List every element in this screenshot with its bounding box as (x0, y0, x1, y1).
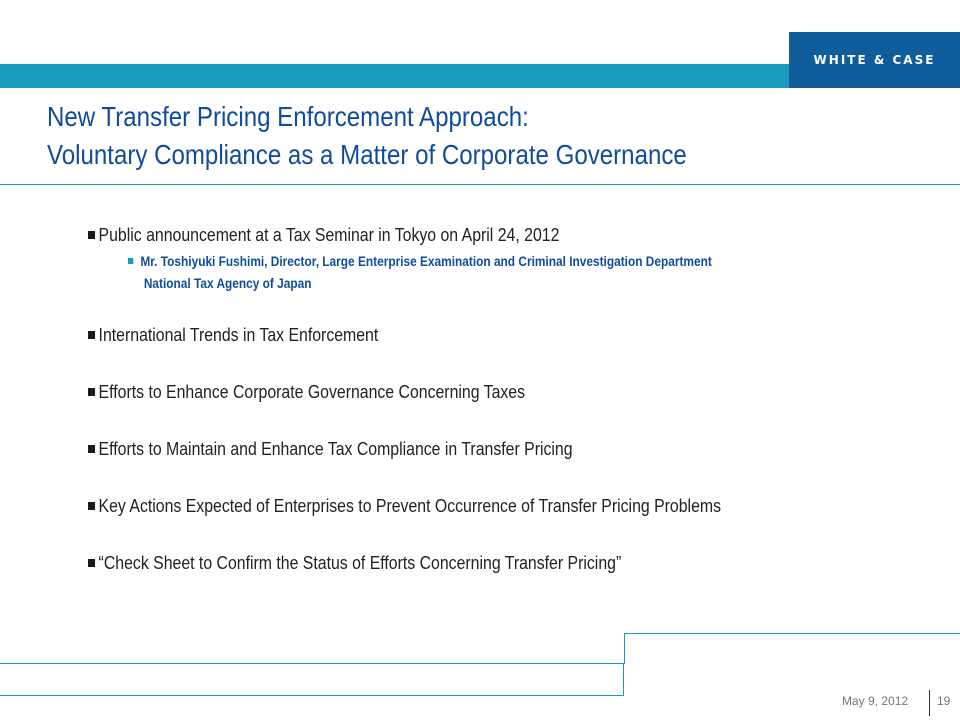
bullet-text: Efforts to Enhance Corporate Governance Concerning Taxes (98, 382, 526, 402)
bullet-item (88, 324, 378, 346)
title-divider (0, 184, 960, 185)
bullet-square-icon (88, 331, 95, 339)
bullet-item (88, 495, 721, 517)
logo-text: WHITE & CASE (813, 53, 936, 67)
page-number: 19 (937, 694, 951, 708)
footer-date: May 9, 2012 (842, 694, 909, 708)
white-case-logo (789, 32, 960, 88)
bullet-text: Key Actions Expected of Enterprises to Prevent Occurrence of Transfer Pricing Problems (98, 496, 722, 516)
bullet-square-icon (88, 502, 95, 510)
bullet-square-icon (88, 231, 95, 239)
bullet-item (88, 381, 525, 403)
bullet-square-icon (88, 388, 95, 396)
sub-bullet-line-1: Mr. Toshiyuki Fushimi, Director, Large Enterprise Examination and Criminal Investigation Department (140, 254, 712, 269)
sub-bullet-item (128, 251, 885, 295)
footer-corner-frame (624, 633, 960, 664)
footer-divider (929, 690, 930, 716)
bullet-text: Public announcement at a Tax Seminar in Tokyo on April 24, 2012 (98, 225, 560, 245)
bullet-square-icon (88, 445, 95, 453)
title-line-1: New Transfer Pricing Enforcement Approach: (47, 101, 529, 132)
bullet-item (88, 224, 559, 246)
bullet-text: Efforts to Maintain and Enhance Tax Compliance in Transfer Pricing (98, 439, 573, 459)
bullet-item (88, 552, 621, 574)
bullet-item (88, 438, 573, 460)
footer-bar (0, 663, 624, 696)
sub-bullet-line-2: National Tax Agency of Japan (143, 276, 312, 291)
bullet-square-icon (88, 559, 95, 567)
bullet-text: “Check Sheet to Confirm the Status of Efforts Concerning Transfer Pricing” (98, 553, 622, 573)
sub-bullet-square-icon (128, 258, 133, 264)
bullet-text: International Trends in Tax Enforcement (98, 325, 379, 345)
title-line-2: Voluntary Compliance as a Matter of Corporate Governance (47, 139, 687, 170)
slide-title (47, 98, 804, 174)
